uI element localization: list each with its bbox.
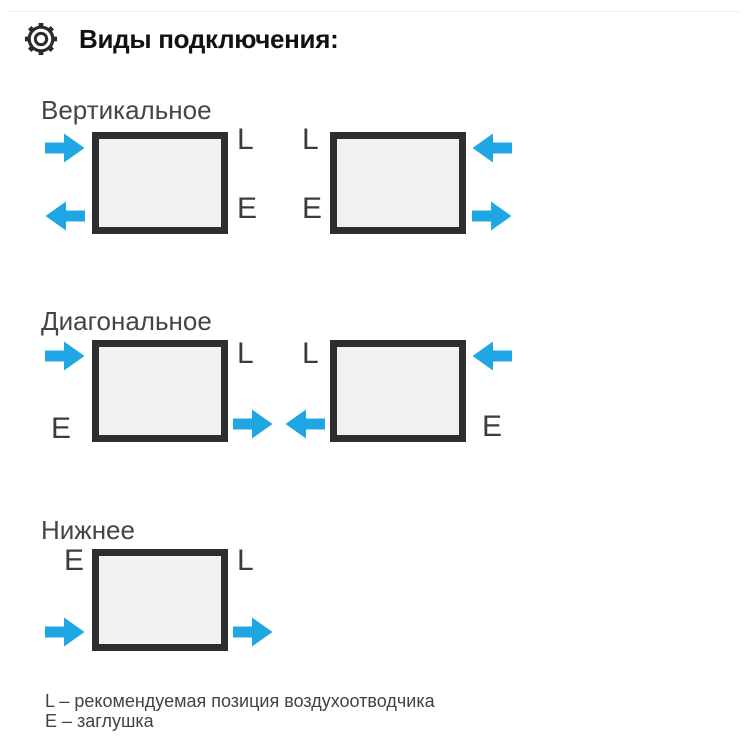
port-label-air-vent: L	[237, 337, 254, 370]
radiator-box	[330, 132, 466, 234]
gear-icon	[24, 22, 58, 56]
flow-arrow-right-icon	[233, 617, 273, 647]
port-label-air-vent: L	[302, 337, 319, 370]
flow-arrow-left-icon	[285, 409, 325, 439]
section-label-diagonal: Диагональное	[41, 306, 212, 336]
port-label-plug: E	[64, 544, 85, 577]
flow-arrow-left-icon	[472, 133, 512, 163]
flow-arrow-right-icon	[45, 133, 85, 163]
flow-arrow-right-icon	[472, 201, 512, 231]
card-top-edge	[9, 11, 741, 12]
legend	[45, 692, 435, 731]
port-label-air-vent: L	[237, 123, 254, 156]
flow-arrow-left-icon	[45, 201, 85, 231]
legend-line-air-vent: L – рекомендуемая позиция воздухоотводчика	[45, 691, 435, 711]
port-label-plug: E	[302, 192, 323, 225]
section-label-bottom: Нижнее	[41, 515, 135, 545]
radiator-box	[92, 340, 228, 442]
port-label-plug: E	[51, 412, 72, 445]
port-label-air-vent: L	[237, 544, 254, 577]
radiator-box	[92, 549, 228, 651]
flow-arrow-right-icon	[45, 341, 85, 371]
legend-line-plug: E – заглушка	[45, 710, 154, 731]
panel-title: Виды подключения:	[79, 24, 339, 54]
port-label-plug: E	[482, 410, 503, 443]
flow-arrow-right-icon	[45, 617, 85, 647]
port-label-plug: E	[237, 192, 258, 225]
radiator-box	[92, 132, 228, 234]
flow-arrow-left-icon	[472, 341, 512, 371]
section-label-vertical: Вертикальное	[41, 95, 212, 125]
port-label-air-vent: L	[302, 123, 319, 156]
radiator-box	[330, 340, 466, 442]
flow-arrow-right-icon	[233, 409, 273, 439]
